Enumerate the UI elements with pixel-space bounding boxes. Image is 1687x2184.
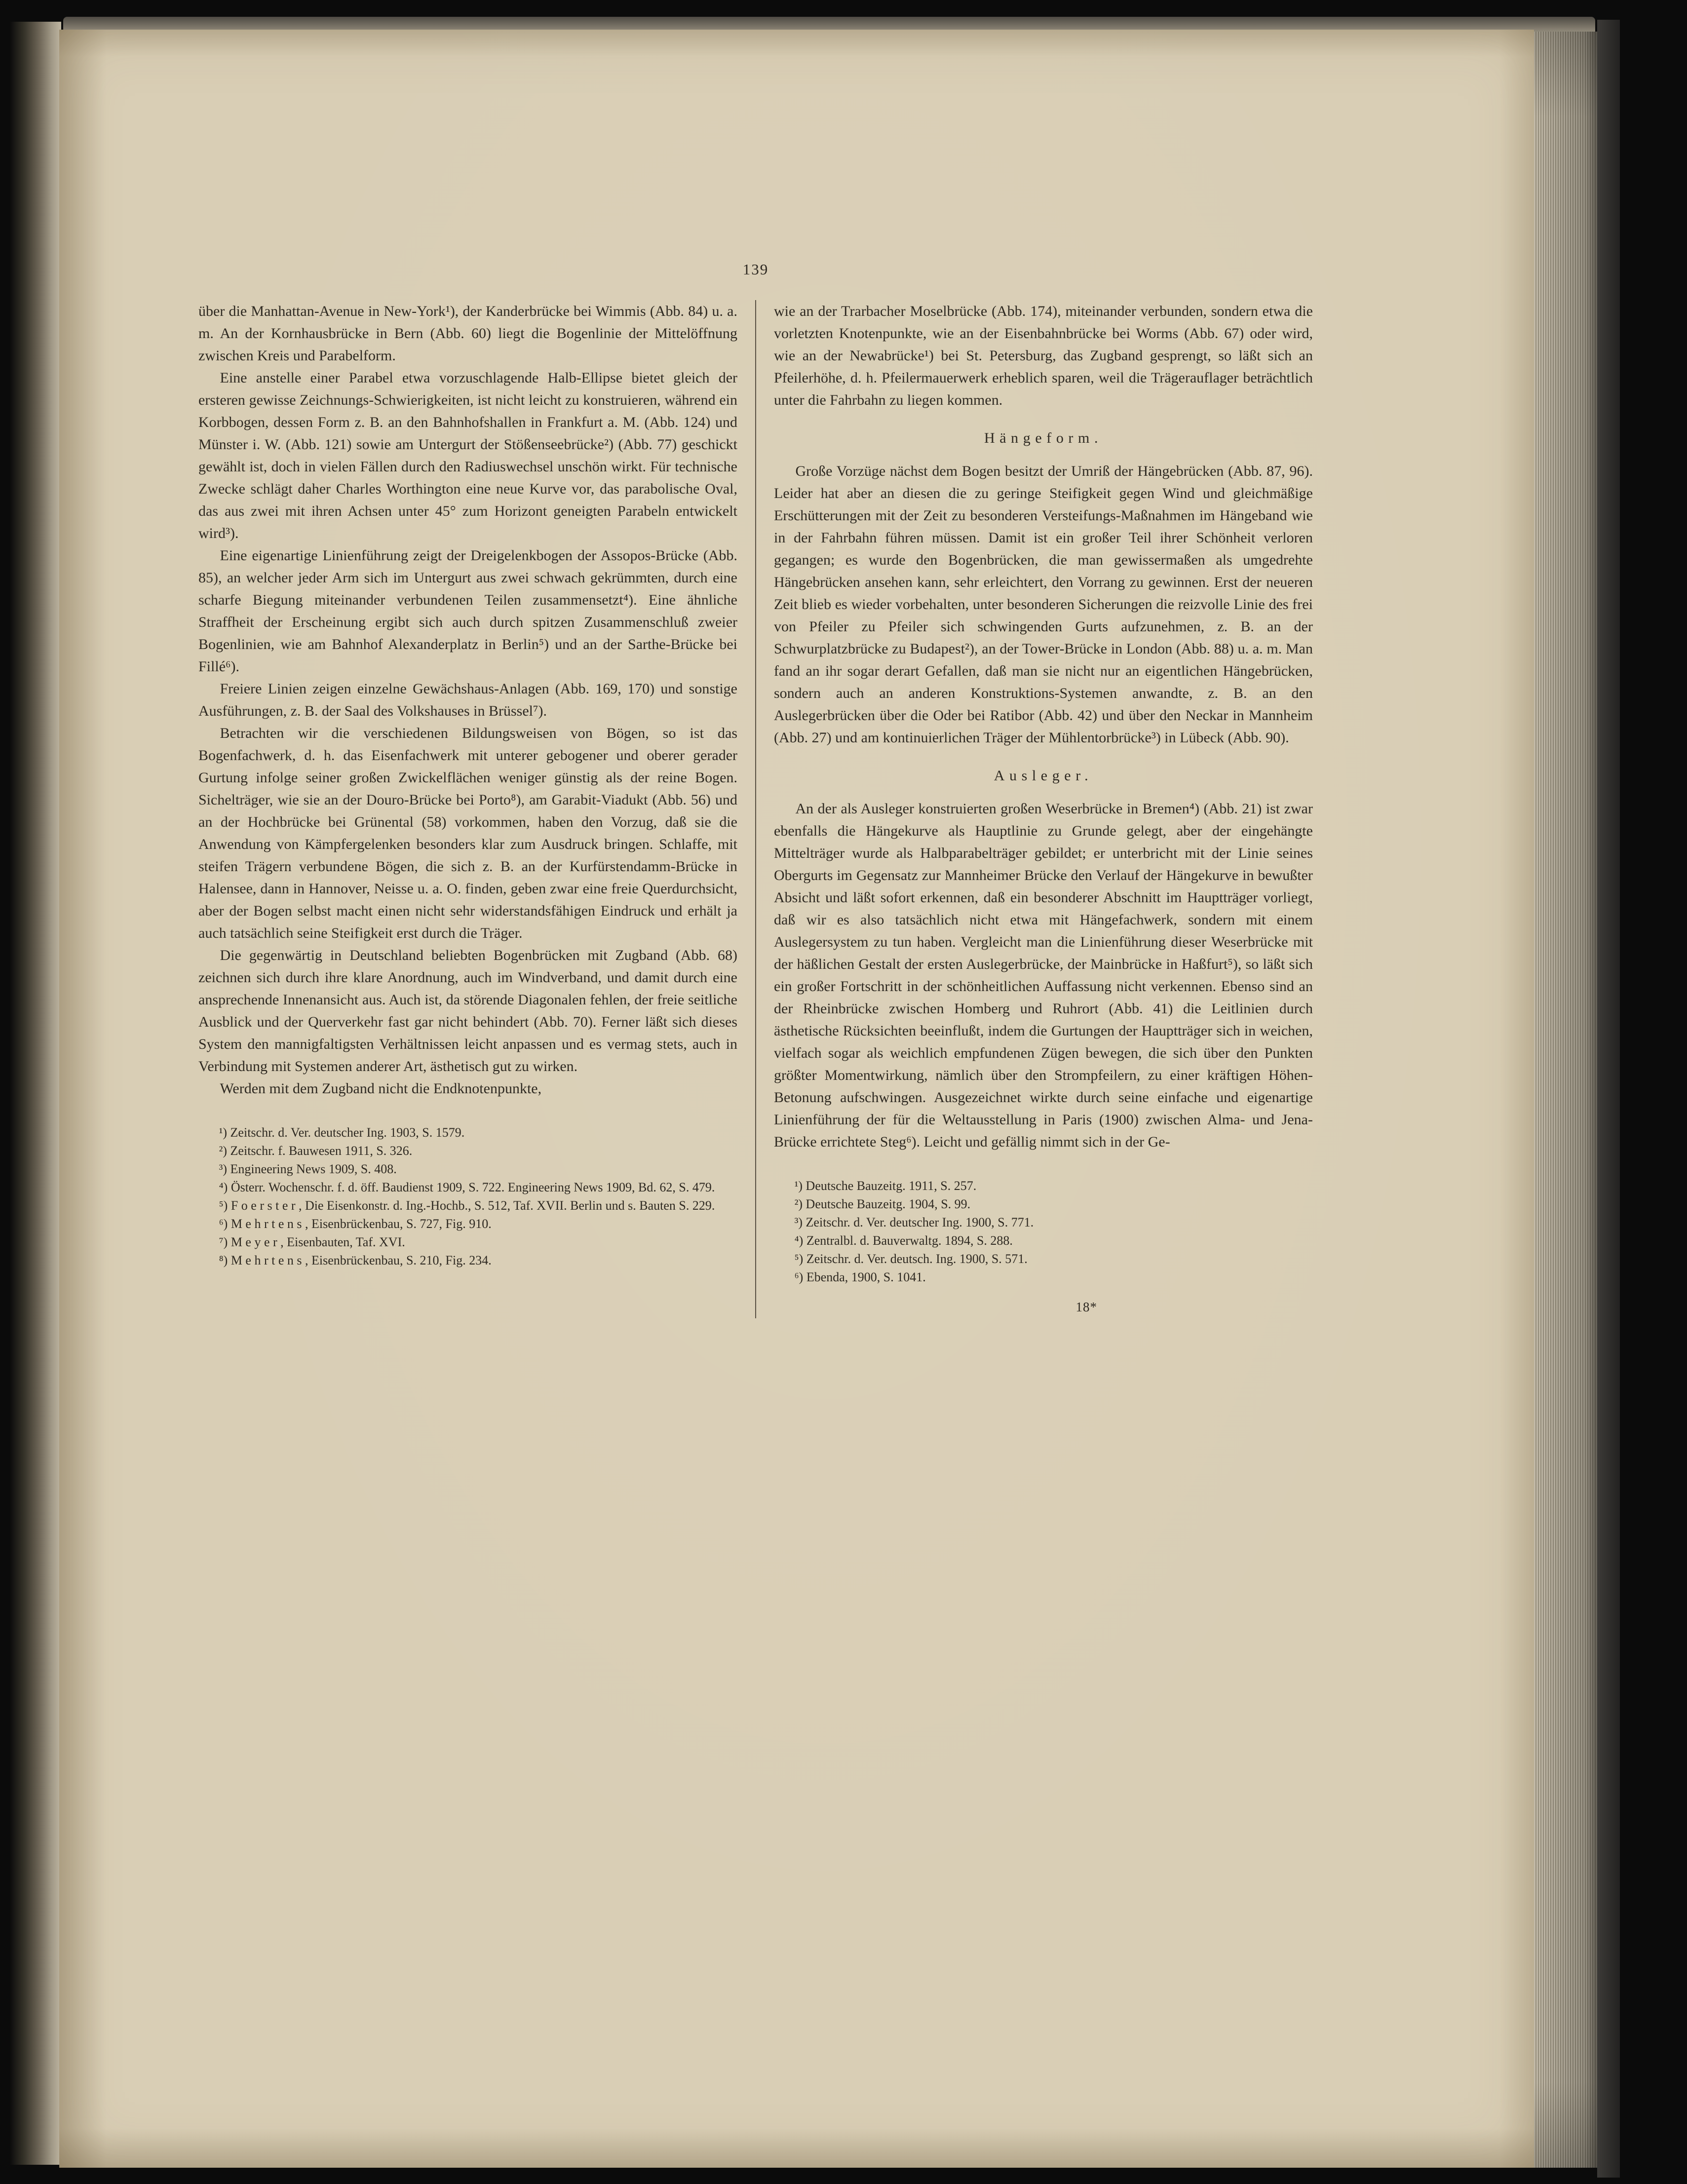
column-divider xyxy=(755,300,756,1318)
body-paragraph: Betrachten wir die verschiedenen Bildungsweisen von Bögen, so ist das Bogenfachwerk, d. h. das Eisenfachwerk mit unterer gebogener und oberer gerader Gurtung infolge seiner großen Zwickelflächen weniger günstig als der reine Bogen. Sichelträger, wie sie an der Douro-Brücke bei Porto⁸), am Garabit-Viadukt (Abb. 56) und an der Hochbrücke bei Grünental (58) vorkommen, haben den Vorzug, daß sie die Anwendung von Kämpfergelenken besonders klar zum Ausdruck bringen. Schlaffe, mit steifen Trägern verbundene Bögen, die sich z. B. an der Kurfürstendamm-Brücke in Halensee, dann in Hannover, Neisse u. a. O. finden, geben zwar eine freie Querdurchsicht, aber der Bogen selbst macht einen nicht sehr widerstandsfähigen Eindruck und erhält ja auch tatsächlich seine Steifigkeit erst durch die Träger. xyxy=(198,725,737,941)
footnote: ²) Deutsche Bauzeitg. 1904, S. 99. xyxy=(794,1197,971,1211)
body-paragraph: Die gegenwärtig in Deutschland beliebten Bogenbrücken mit Zugband (Abb. 68) zeichnen sich durch ihre klare Anordnung, auch im Windverband, und damit durch eine ansprechende Innenansicht aus. Auch ist, da störende Diagonalen fehlen, der freie seitliche Ausblick und der Querverkehr fast gar nicht behindert (Abb. 70). Ferner läßt sich dieses System den mannigfaltigsten Verhältnissen leicht anpassen und es vermag stets, auch in Verbindung mit Systemen anderer Art, ästhetisch gut zu wirken. xyxy=(198,947,737,1074)
footnote: ⁸) M e h r t e n s , Eisenbrückenbau, S. 210, Fig. 234. xyxy=(219,1253,492,1267)
body-paragraph: wie an der Trarbacher Moselbrücke (Abb. 174), miteinander verbunden, sondern etwa die vorletzten Knotenpunkte, wie an der Eisenbahnbrücke bei Worms (Abb. 67) oder wird, wie an der Newabrücke¹) bei St. Petersburg, das Zugband gesprengt, so läßt sich an Pfeilerhöhe, d. h. Pfeilermauerwerk erheblich sparen, weil die Trägerauflager beträchtlich unter die Fahrbahn zu liegen kommen. xyxy=(774,303,1313,408)
page-content xyxy=(198,261,1313,1318)
page-number: 139 xyxy=(742,261,769,278)
section-heading-haengeform: Hängeform. xyxy=(984,430,1103,446)
body-paragraph: Große Vorzüge nächst dem Bogen besitzt der Umriß der Hängebrücken (Abb. 87, 96). Leider hat aber an diesen die zu geringe Steifigkeit gegen Wind und gleichmäßige Erschütterungen mit der Zeit zu besonderen Versteifungs-Maßnahmen im Hängeband wie in der Fahrbahn führen müssen. Damit ist ein großer Teil ihrer Schönheit verloren gegangen; es wurde den Bogenbrücken, die man gewissermaßen als umgedrehte Hängebrücken ansehen kann, sehr erleichtert, den Vorrang zu gewinnen. Erst der neueren Zeit blieb es wieder vorbehalten, unter besonderen Sicherungen die reizvolle Linie des frei von Pfeiler zu Pfeiler sich schwingenden Gurts aufzunehmen, z. B. an der Schwurplatzbrücke zu Budapest²), an der Tower-Brücke in London (Abb. 88) u. a. m. Man fand an ihr sogar derart Gefallen, daß man sie nicht nur an eigentlichen Hängebrücken, sondern auch an anderen Konstruktions-Systemen anwandte, z. B. an den Auslegerbrücken über die Oder bei Ratibor (Abb. 42) und über den Neckar in Mannheim (Abb. 27) und am kontinuierlichen Träger der Mühlentorbrücke³) in Lübeck (Abb. 90). xyxy=(774,463,1313,746)
body-paragraph: Eine anstelle einer Parabel etwa vorzuschlagende Halb-Ellipse bietet gleich der ersteren gewisse Zeichnungs-Schwierigkeiten, ist nicht leicht zu konstruieren, während ein Korbbogen, dessen Form z. B. an den Bahnhofshallen in Frankfurt a. M. (Abb. 124) und Münster i. W. (Abb. 121) sowie am Untergurt der Stößenseebrücke²) (Abb. 77) geschickt gewählt ist, doch in vielen Fällen durch den Radiuswechsel unschön wirkt. Für technische Zwecke schlägt daher Charles Worthington eine neue Kurve vor, das parabolische Oval, das aus zwei mit ihren Achsen unter 45° zum Horizont geneigten Parabeln entwickelt wird³). xyxy=(198,370,737,541)
footnote: ⁵) Zeitschr. d. Ver. deutsch. Ing. 1900, S. 571. xyxy=(794,1252,1028,1266)
footnote: ⁴) Österr. Wochenschr. f. d. öff. Baudienst 1909, S. 722. Engineering News 1909, Bd. 62, S. 479. xyxy=(219,1180,715,1194)
footnote: ⁷) M e y e r , Eisenbauten, Taf. XVI. xyxy=(219,1235,405,1249)
footnote: ³) Zeitschr. d. Ver. deutscher Ing. 1900, S. 771. xyxy=(794,1215,1034,1229)
section-heading-ausleger: Ausleger. xyxy=(994,767,1093,784)
book-page xyxy=(59,30,1534,2168)
footnote: ⁶) Ebenda, 1900, S. 1041. xyxy=(794,1270,926,1284)
footnote: ¹) Zeitschr. d. Ver. deutscher Ing. 1903, S. 1579. xyxy=(219,1125,465,1140)
right-footnotes xyxy=(774,1177,1313,1286)
footnote: ¹) Deutsche Bauzeitg. 1911, S. 257. xyxy=(794,1179,977,1193)
book-gutter-edge xyxy=(10,22,61,2165)
body-paragraph: Freiere Linien zeigen einzelne Gewächshaus-Anlagen (Abb. 169, 170) und sonstige Ausführungen, z. B. der Saal des Volkshauses in Brüssel⁷). xyxy=(198,681,737,719)
footnote: ⁴) Zentralbl. d. Bauverwaltg. 1894, S. 288. xyxy=(794,1233,1013,1248)
left-footnotes xyxy=(198,1123,737,1269)
right-column xyxy=(774,300,1313,1318)
body-paragraph: An der als Ausleger konstruierten großen Weserbrücke in Bremen⁴) (Abb. 21) ist zwar ebenfalls die Hängekurve als Hauptlinie zu Grunde gelegt, aber der eingehängte Mittelträger wurde als Halbparabelträger gebildet; er unterbricht mit der Linie seines Obergurts im Gegensatz zur Mannheimer Brücke den Verlauf der Hängekurve in bewußter Absicht und läßt sofort erkennen, daß ein besonderer Abschnitt im Hauptträger vorliegt, daß wir es also tatsächlich nicht etwa mit Hängefachwerk, sondern mit einem Auslegersystem zu tun haben. Vergleicht man die Linienführung dieser Weserbrücke mit der häßlichen Gestalt der ersten Auslegerbrücke, der Mainbrücke in Haßfurt⁵), so läßt sich ein großer Fortschritt in der schönheitlichen Auffassung nicht verkennen. Ebenso sind an der Rheinbrücke zwischen Homberg und Ruhrort (Abb. 41) die Leitlinien durch ästhetische Rücksichten beeinflußt, indem die Gurtungen der Hauptträger sich in weichen, vielfach sogar als weichlich empfundenen Zügen bewegen, die sich über den Punkten größter Momentwirkung, nämlich über den Strompfeilern, zu einer kräftigen Höhen-Betonung aufschwingen. Ausgezeichnet wirkte durch seine einfache und eigenartige Linienführung der für die Weltausstellung in Paris (1900) zwischen Alma- und Jena-Brücke errichtete Steg⁶). Leicht und gefällig nimmt sich in der Ge- xyxy=(774,801,1313,1150)
footnote: ²) Zeitschr. f. Bauwesen 1911, S. 326. xyxy=(219,1144,413,1158)
footnote: ³) Engineering News 1909, S. 408. xyxy=(219,1162,397,1176)
body-paragraph: über die Manhattan-Avenue in New-York¹), der Kanderbrücke bei Wimmis (Abb. 84) u. a. m. An der Kornhausbrücke in Bern (Abb. 60) liegt die Bogenlinie der Mittelöffnung zwischen Kreis und Parabelform. xyxy=(198,303,737,364)
body-paragraph: Werden mit dem Zugband nicht die Endknotenpunkte, xyxy=(220,1080,542,1097)
footnote: ⁶) M e h r t e n s , Eisenbrückenbau, S. 727, Fig. 910. xyxy=(219,1217,492,1231)
body-paragraph: Eine eigenartige Linienführung zeigt der Dreigelenkbogen der Assopos-Brücke (Abb. 85), an welcher jeder Arm sich im Untergurt aus zwei schwach gekrümmten, durch eine scharfe Biegung miteinander verbundenen Teilen zusammensetzt⁴). Eine ähnliche Straffheit der Erscheinung ergibt sich auch durch spitzen Zusammenschluß zweier Bogenlinien, wie am Bahnhof Alexanderplatz in Berlin⁵) und an der Sarthe-Brücke bei Fillé⁶). xyxy=(198,547,737,675)
book-cover-edge xyxy=(1597,20,1620,2178)
footnote: ⁵) F o e r s t e r , Die Eisenkonstr. d. Ing.-Hochb., S. 512, Taf. XVII. Berlin und s. Bauten S. 229. xyxy=(219,1198,715,1213)
left-column xyxy=(198,300,737,1318)
page-stack-fore-edge xyxy=(1534,32,1597,2168)
signature-mark: 18* xyxy=(1075,1300,1098,1314)
text-columns xyxy=(198,300,1313,1318)
